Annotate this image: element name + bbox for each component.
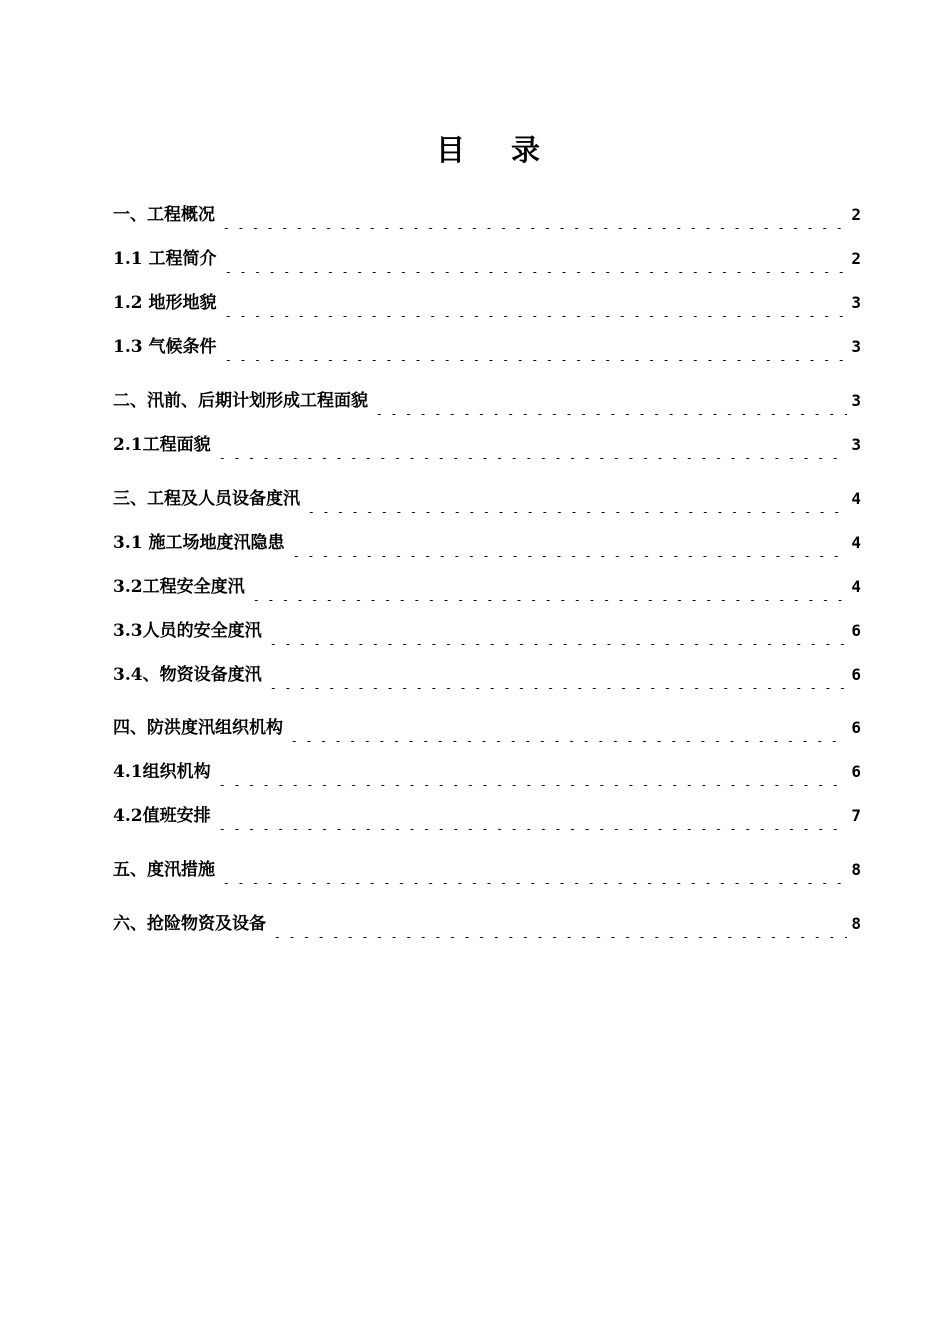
toc-entry-page-number: 8	[851, 914, 861, 933]
toc-title-char-2: 录	[511, 133, 541, 167]
toc-entry-page-number: 4	[851, 577, 861, 596]
toc-title	[0, 128, 950, 172]
toc-entry[interactable]	[113, 910, 861, 938]
toc-dot-leader	[287, 529, 848, 557]
toc-entry-page-number: 8	[851, 860, 861, 879]
toc-entry-label: 3.1 施工场地度汛隐患	[113, 533, 285, 553]
toc-dot-leader	[268, 910, 847, 938]
toc-entry-label: 3.4、物资设备度汛	[113, 665, 262, 685]
toc-entry-label: 4.2值班安排	[113, 806, 211, 826]
toc-entry-label: 2.1工程面貌	[113, 435, 211, 455]
toc-entry-label: 五、度汛措施	[113, 860, 215, 880]
toc-entry[interactable]	[113, 661, 861, 689]
toc-entry-label: 3.3人员的安全度汛	[113, 621, 262, 641]
toc-entry-label: 二、汛前、后期计划形成工程面貌	[113, 391, 368, 411]
toc-entry-label: 一、工程概况	[113, 205, 215, 225]
toc-entry-page-number: 7	[851, 806, 861, 825]
toc-dot-leader	[302, 485, 847, 513]
toc-entry-page-number: 3	[851, 293, 861, 312]
toc-entry[interactable]	[113, 485, 861, 513]
toc-entry[interactable]	[113, 758, 861, 786]
toc-entry-page-number: 2	[851, 205, 861, 224]
toc-dot-leader	[264, 661, 847, 689]
toc-entry-label: 4.1组织机构	[113, 762, 211, 782]
toc-entry-label: 四、防洪度汛组织机构	[113, 718, 283, 738]
toc-dot-leader	[219, 245, 848, 273]
toc-dot-leader	[213, 431, 847, 459]
toc-entry-page-number: 3	[851, 391, 861, 410]
toc-entry[interactable]	[113, 431, 861, 459]
toc-entry[interactable]	[113, 802, 861, 830]
toc-dot-leader	[264, 617, 847, 645]
toc-entry-page-number: 3	[851, 435, 861, 454]
toc-title-char-1: 目	[435, 133, 465, 167]
toc-dot-leader	[213, 758, 847, 786]
toc-dot-leader	[370, 387, 847, 415]
toc-dot-leader	[247, 573, 847, 601]
toc-entry-label: 六、抢险物资及设备	[113, 914, 266, 934]
toc-entry-page-number: 6	[851, 621, 861, 640]
toc-entry-page-number: 6	[851, 762, 861, 781]
toc-entry[interactable]	[113, 387, 861, 415]
toc-dot-leader	[217, 201, 847, 229]
toc-entry[interactable]	[113, 289, 861, 317]
toc-entry-label: 1.1 工程简介	[113, 249, 217, 269]
toc-entry[interactable]	[113, 245, 861, 273]
toc-entry[interactable]	[113, 573, 861, 601]
toc-entry-page-number: 2	[851, 249, 861, 268]
toc-entry-page-number: 6	[851, 665, 861, 684]
toc-entry-label: 1.3 气候条件	[113, 337, 217, 357]
toc-dot-leader	[217, 856, 847, 884]
toc-dot-leader	[219, 289, 848, 317]
toc-entry[interactable]	[113, 714, 861, 742]
toc-entry[interactable]	[113, 856, 861, 884]
toc-entry[interactable]	[113, 529, 861, 557]
toc-entry-page-number: 4	[851, 533, 861, 552]
toc-entry[interactable]	[113, 333, 861, 361]
toc-entry[interactable]	[113, 201, 861, 229]
toc-dot-leader	[285, 714, 847, 742]
toc-entry[interactable]	[113, 617, 861, 645]
toc-dot-leader	[219, 333, 848, 361]
toc-dot-leader	[213, 802, 847, 830]
toc-entry-label: 1.2 地形地貌	[113, 293, 217, 313]
toc-entry-page-number: 6	[851, 718, 861, 737]
toc-entry-page-number: 4	[851, 489, 861, 508]
toc-entry-page-number: 3	[851, 337, 861, 356]
toc-entry-label: 三、工程及人员设备度汛	[113, 489, 300, 509]
toc-entry-label: 3.2工程安全度汛	[113, 577, 245, 597]
